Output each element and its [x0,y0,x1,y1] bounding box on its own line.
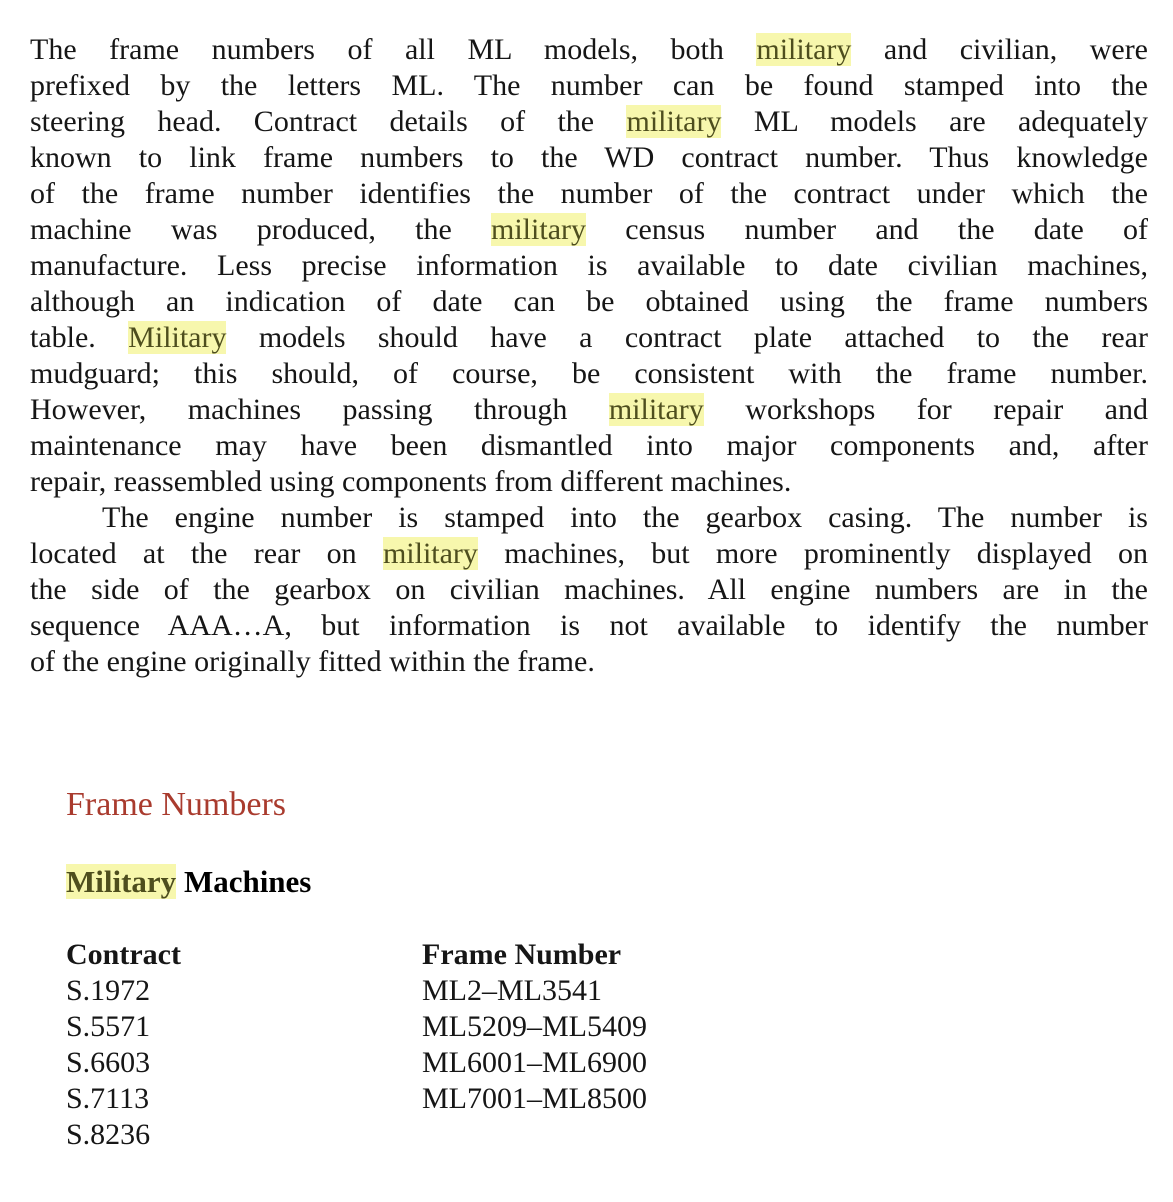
table-header [66,937,647,973]
text-segment: models should have a contract plate attached to the rear [226,321,1148,354]
table-row [66,1009,647,1045]
text-line [30,464,1148,500]
frame-number-cell: ML7001–ML8500 [422,1082,647,1115]
text-segment: machines, but more prominently displayed on [477,537,1148,570]
text-segment: census number and the date of [586,213,1148,246]
text-segment: of the frame number identifies the number of the contract under which the [30,177,1148,210]
text-segment: table. [30,321,129,354]
table-row [66,1117,647,1153]
contract-cell: S.5571 [66,1010,151,1043]
text-segment: the side of the gearbox on civilian machines. All engine numbers are in the [30,573,1148,606]
text-line [30,644,1148,680]
column-header-contract: Contract [66,938,181,971]
text-line [30,356,1148,392]
text-segment: The engine number is stamped into the gearbox casing. The number is [102,501,1148,534]
text-segment: located at the rear on [30,537,383,570]
text-segment: The frame numbers of all ML models, both [30,33,757,66]
text-line [30,500,1148,536]
text-line [30,212,1148,248]
text-line [30,104,1148,140]
text-line [30,284,1148,320]
contract-cell: S.7113 [66,1082,150,1115]
frame-number-cell: ML5209–ML5409 [422,1010,647,1043]
table-body [66,973,647,1153]
section-heading: Frame Numbers [66,786,287,823]
text-line [30,572,1148,608]
table-header-row [66,937,647,973]
highlighted-text: military [382,537,478,570]
text-segment: machine was produced, the [30,213,492,246]
text-segment: maintenance may have been dismantled into major components and, after [30,429,1148,462]
text-segment: sequence AAA…A, but information is not available to identify the number [30,609,1148,642]
table-row [66,973,647,1009]
text-line [30,608,1148,644]
text-line [30,32,1148,68]
text-line [30,392,1148,428]
text-line [30,176,1148,212]
text-segment: steering head. Contract details of the [30,105,627,138]
text-segment: Machines [176,864,312,899]
table-row [66,1081,647,1117]
contract-cell: S.8236 [66,1118,151,1151]
paragraph-frame-numbers-intro [30,32,1148,500]
text-line [30,248,1148,284]
highlighted-text: military [491,213,586,246]
body-text [30,32,1148,680]
highlighted-text: Military [66,864,177,899]
highlighted-text: military [608,393,704,426]
table-row [66,1045,647,1081]
text-segment: although an indication of date can be obtained using the frame numbers [30,285,1148,318]
text-segment: and civilian, were [851,33,1148,66]
frame-number-cell: ML2–ML3541 [422,974,602,1007]
text-segment: mudguard; this should, of course, be consistent with the frame number. [30,357,1148,390]
text-line [30,320,1148,356]
text-segment: ML models are adequately [721,105,1148,138]
text-line [30,428,1148,464]
text-segment: manufacture. Less precise information is available to date civilian machines, [30,249,1148,282]
text-segment: known to link frame numbers to the WD contract number. Thus knowledge [30,141,1148,174]
text-segment: of the engine originally fitted within the frame. [30,645,595,678]
contract-cell: S.1972 [66,974,151,1007]
frame-numbers-section [66,784,1148,1153]
contract-cell: S.6603 [66,1046,151,1079]
frame-number-cell [422,1117,647,1153]
text-segment: repair, reassembled using components from different machines. [30,465,792,498]
frame-numbers-table [66,937,647,1153]
column-header-frame-number: Frame Number [422,938,622,971]
text-line [30,68,1148,104]
frame-number-cell: ML6001–ML6900 [422,1046,647,1079]
text-segment: However, machines passing through [30,393,609,426]
subsection-heading-military-machines [66,863,1148,901]
highlighted-text: military [756,33,852,66]
text-segment: prefixed by the letters ML. The number can be found stamped into the [30,69,1148,102]
highlighted-text: Military [128,321,227,354]
text-line [30,536,1148,572]
paragraph-engine-numbers [30,500,1148,680]
text-segment: workshops for repair and [703,393,1148,426]
highlighted-text: military [626,105,722,138]
text-line [30,140,1148,176]
